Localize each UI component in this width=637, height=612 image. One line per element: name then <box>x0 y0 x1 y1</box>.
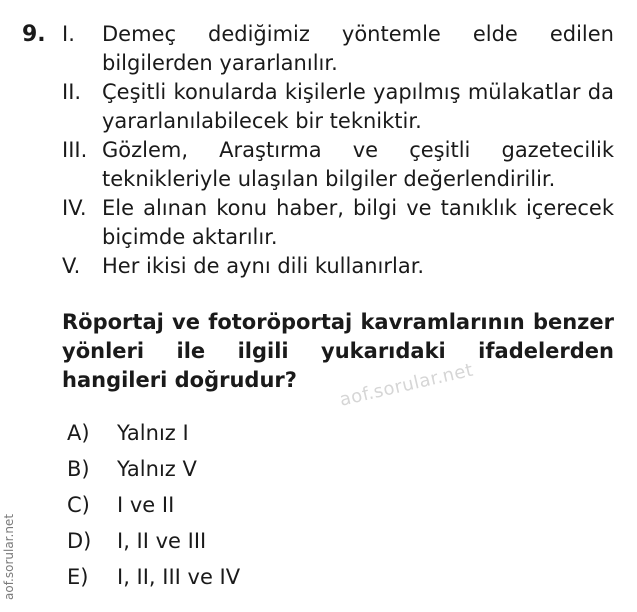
statement-3 <box>62 136 614 194</box>
watermark-center: aof.sorular.net <box>337 359 476 411</box>
statement-2 <box>62 78 614 136</box>
statement-text: Ele alınan konu haber, bilgi ve tanıklık içerecek biçimde aktarılır. <box>102 196 614 249</box>
statement-roman: IV. <box>62 196 87 220</box>
option-c[interactable] <box>67 490 174 520</box>
question-number: 9. <box>22 22 46 47</box>
option-text: Yalnız I <box>117 421 189 445</box>
option-letter: C) <box>67 493 90 517</box>
statement-roman: V. <box>62 254 81 278</box>
statement-text: Her ikisi de aynı dili kullanırlar. <box>102 254 425 278</box>
statement-text: Demeç dediğimiz yöntemle elde edilen bilgilerden yararlanılır. <box>102 22 614 75</box>
statement-text: Gözlem, Araştırma ve çeşitli gazetecilik teknikleriyle ulaşılan bilgiler değerlendirilir. <box>102 138 614 191</box>
option-e[interactable] <box>67 562 240 592</box>
statement-roman: III. <box>62 138 88 162</box>
option-letter: A) <box>67 421 90 445</box>
option-letter: E) <box>67 565 89 589</box>
statement-4 <box>62 194 614 252</box>
statement-1 <box>62 20 614 78</box>
option-a[interactable] <box>67 418 189 448</box>
option-d[interactable] <box>67 526 206 556</box>
option-letter: D) <box>67 529 92 553</box>
watermark-side: aof.sorular.net <box>2 513 16 600</box>
statement-roman: I. <box>62 22 75 46</box>
statement-text: Çeşitli konularda kişilerle yapılmış mülakatlar da yararlanılabilecek bir tekniktir. <box>102 80 614 133</box>
option-text: I, II ve III <box>117 529 207 553</box>
option-text: Yalnız V <box>117 457 197 481</box>
option-text: I, II, III ve IV <box>117 565 241 589</box>
option-letter: B) <box>67 457 90 481</box>
option-b[interactable] <box>67 454 197 484</box>
statement-roman: II. <box>62 80 82 104</box>
statement-5 <box>62 252 614 281</box>
question-stem: Röportaj ve fotoröportaj kavramlarının benzer yönleri ile ilgili yukarıdaki ifadelerden hangileri doğrudur? <box>62 310 614 392</box>
option-text: I ve II <box>117 493 175 517</box>
